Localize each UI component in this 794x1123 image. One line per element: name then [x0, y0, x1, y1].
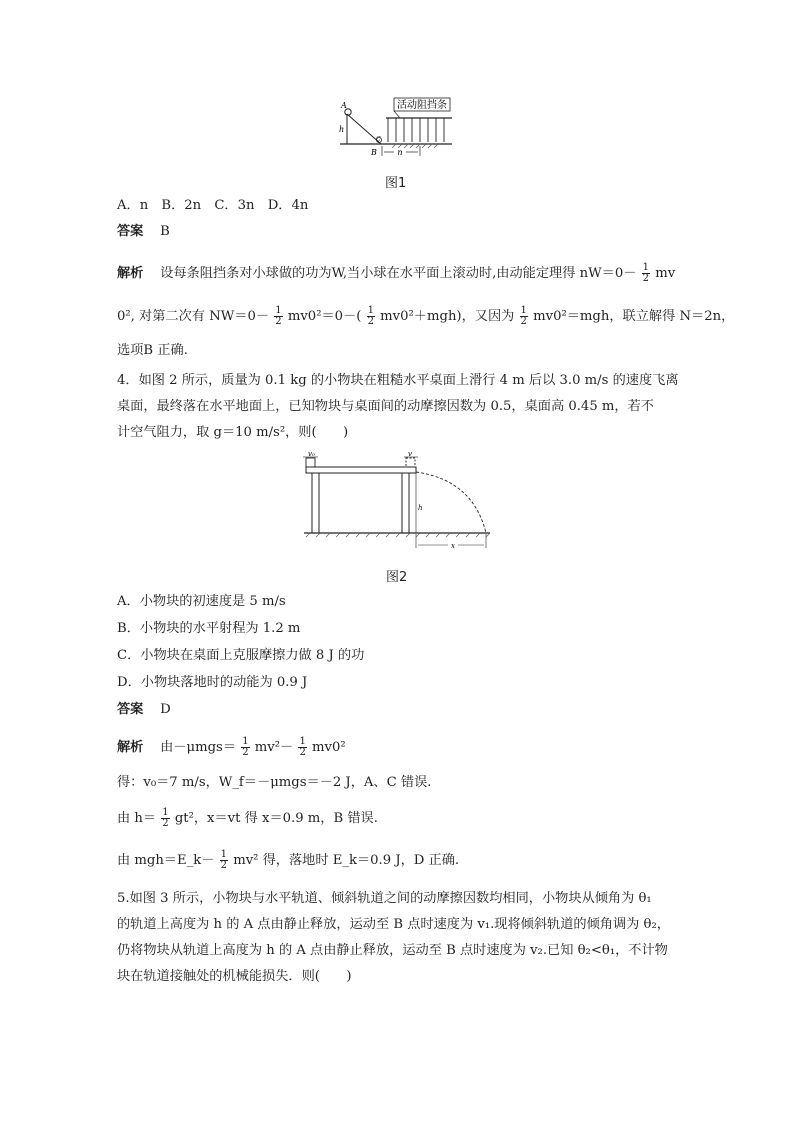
fraction-half: $\frac{1}{2}$: [299, 736, 306, 758]
fig2-label-v: v: [408, 450, 412, 458]
fig1-strip-label: 活动阻挡条: [397, 100, 447, 111]
fig2-label-v0: v₀: [308, 450, 315, 458]
q5-stem-line-2: 的轨道上高度为 h 的 A 点由静止释放，运动至 B 点时速度为 v₁.现将倾斜轨道的倾角调为 θ₂，: [117, 917, 670, 932]
q3-analysis-text-2c: mv0²＋mgh)，又因为: [380, 309, 515, 324]
q3-analysis-text-1-end: mv: [655, 266, 676, 281]
q4-stem-line-2: 桌面，最终落在水平地面上，已知物块与桌面间的动摩擦因数为 0.5，桌面高 0.45 m，若不: [117, 399, 654, 414]
q3-analysis-line-1: [117, 263, 675, 284]
q3-analysis-text-2b: mv0²＝0－(: [287, 309, 362, 324]
q4-analysis-line-1: [117, 737, 346, 758]
fraction-half: $\frac{1}{2}$: [275, 305, 282, 327]
fig1-label-b: B: [371, 148, 377, 157]
q4-analysis-text-3b: gt²，x＝vt 得 x＝0.9 m，B 错误.: [174, 811, 378, 826]
q4-answer-value: D: [160, 702, 171, 717]
q4-analysis-text-1a: 由－μmgs＝: [160, 740, 237, 755]
q4-analysis-text-4b: mv² 得，落地时 E_k＝0.9 J，D 正确.: [233, 853, 460, 868]
q4-analysis-text-1c: mv0²: [312, 740, 346, 755]
fraction-half: $\frac{1}{2}$: [220, 849, 227, 871]
q5-stem-line-1: 5.如图 3 所示，小物块与水平轨道、倾斜轨道之间的动摩擦因数均相同，小物块从倾角为 θ₁: [117, 891, 652, 906]
q4-answer: [117, 701, 171, 719]
fig1-label-c: C: [376, 136, 381, 143]
fig1-label-h: h: [339, 125, 345, 134]
q4-analysis-line-4: [117, 850, 459, 871]
fig1-label-a: A: [341, 101, 347, 110]
q3-analysis-line-3: 选项B 正确.: [117, 343, 188, 358]
q3-analysis-text-2a: 0², 对第二次有 NW＝0－: [117, 309, 270, 324]
q3-analysis-label: 解析: [117, 266, 144, 281]
q3-answer-label: 答案: [117, 224, 144, 239]
fraction-half: $\frac{1}{2}$: [242, 736, 249, 758]
q4-option-d: D．小物块落地时的动能为 0.9 J: [117, 675, 308, 690]
figure-1-caption: 图1: [385, 176, 407, 191]
q5-stem-line-3: 仍将物块从轨道上高度为 h 的 A 点由静止释放，运动至 B 点时速度为 v₂.已知 θ₂<θ₁，不计物: [117, 943, 668, 958]
fraction-half: $\frac{1}{2}$: [642, 262, 649, 284]
fraction-half: $\frac{1}{2}$: [162, 807, 169, 829]
fig2-label-x: x: [451, 542, 455, 550]
figure-2-diagram: [298, 450, 494, 550]
q3-analysis-text-1: 设每条阻挡条对小球做的功为W,当小球在水平面上滚动时,由动能定理得 nW＝0－: [160, 266, 637, 281]
q4-analysis-label: 解析: [117, 740, 144, 755]
q3-answer-value: B: [160, 224, 170, 239]
q4-stem-line-3: 计空气阻力，取 g＝10 m/s²，则( ): [117, 425, 349, 440]
q3-answer: [117, 223, 170, 241]
q4-answer-label: 答案: [117, 702, 144, 717]
q4-stem-line-1: 4．如图 2 所示，质量为 0.1 kg 的小物块在粗糙水平桌面上滑行 4 m 后以 3.0 m/s 的速度飞离: [117, 373, 679, 388]
q4-analysis-line-2: 得：v₀＝7 m/s，W_f＝－μmgs＝－2 J，A、C 错误.: [117, 775, 432, 790]
fig2-label-h: h: [418, 504, 423, 512]
q4-option-c: C．小物块在桌面上克服摩擦力做 8 J 的功: [117, 648, 365, 663]
q4-analysis-text-3a: 由 h＝: [117, 811, 157, 826]
q3-analysis-text-2d: mv0²＝mgh，联立解得 N＝2n，: [533, 309, 735, 324]
fraction-half: $\frac{1}{2}$: [367, 305, 374, 327]
q4-analysis-line-3: [117, 808, 378, 829]
q5-stem-line-4: 块在轨道接触处的机械能损失．则( ): [117, 969, 352, 984]
fig1-label-n: n: [397, 148, 403, 157]
fraction-half: $\frac{1}{2}$: [520, 305, 527, 327]
figure-1-diagram: [336, 96, 456, 160]
figure-2-caption: 图2: [386, 570, 408, 585]
q3-options: A．n B．2n C．3n D．4n: [117, 198, 309, 213]
q4-option-a: A．小物块的初速度是 5 m/s: [117, 594, 286, 609]
q4-analysis-text-1b: mv²－: [254, 740, 294, 755]
q4-option-b: B．小物块的水平射程为 1.2 m: [117, 621, 301, 636]
q4-analysis-text-4a: 由 mgh＝E_k－: [117, 853, 215, 868]
q3-analysis-line-2: [117, 306, 734, 327]
